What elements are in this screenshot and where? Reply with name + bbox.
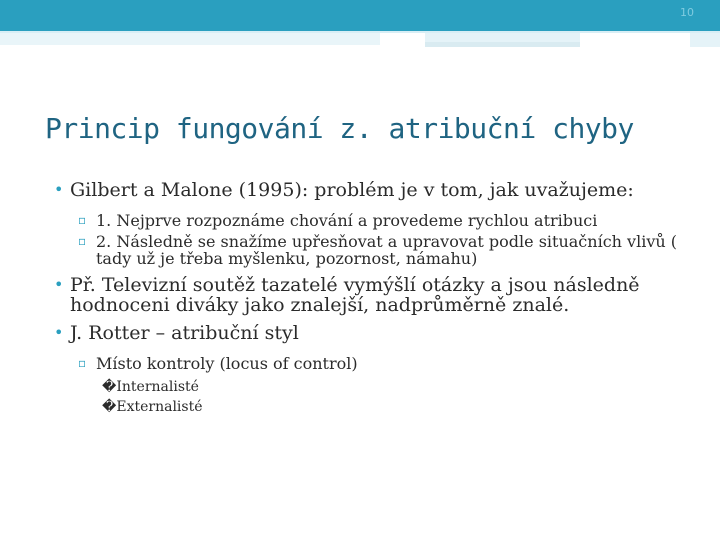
bullet-marker: • <box>54 275 64 294</box>
bullet-marker: • <box>54 180 64 199</box>
sub-bullet-text: 1. Nejprve rozpoznáme chování a provedeme rychlou atribuci <box>96 211 598 230</box>
sub-sub-bullet-text: Externalisté <box>116 399 203 415</box>
header-accent-line <box>425 42 580 47</box>
header-band <box>0 0 720 31</box>
sub-bullet-text: 2. Následně se snažíme upřesňovat a upravovat podle situačních vlivů ( tady už je třeba myšlenku, pozornost, námahu) <box>96 232 677 268</box>
header-shadow <box>690 33 720 47</box>
sub-sub-bullet-item <box>48 398 698 416</box>
sub-bullet-marker: ▫ <box>78 213 87 227</box>
bullet-text: J. Rotter – atribuční styl <box>70 322 299 344</box>
sub-bullet-item <box>48 233 698 267</box>
sub-bullet-marker: ▫ <box>78 356 87 370</box>
sub-bullet-item <box>48 355 698 372</box>
bullet-text: Gilbert a Malone (1995): problém je v tom, jak uvažujeme: <box>70 179 634 201</box>
sub-bullet-text: Místo kontroly (locus of control) <box>96 354 358 373</box>
sub-bullet-item <box>48 212 698 229</box>
bullet-item <box>48 275 698 315</box>
bullet-text: Př. Televizní soutěž tazatelé vymýšlí otázky a jsou následně hodnoceni diváky jako znalejší, nadprůměrně znalé. <box>70 274 640 316</box>
slide-title: Princip fungování z. atribuční chyby <box>45 112 634 145</box>
sub-sub-bullet-marker: � <box>102 399 117 415</box>
bullet-item <box>48 180 698 200</box>
bullet-item <box>48 323 698 343</box>
bullet-marker: • <box>54 323 64 342</box>
slide-number: 10 <box>680 6 694 19</box>
sub-bullet-marker: ▫ <box>78 234 87 248</box>
sub-sub-bullet-marker: � <box>102 379 117 395</box>
slide-body <box>48 180 698 416</box>
sub-sub-bullet-item <box>48 378 698 396</box>
header-shadow <box>0 33 380 45</box>
sub-sub-bullet-text: Internalisté <box>116 379 199 395</box>
